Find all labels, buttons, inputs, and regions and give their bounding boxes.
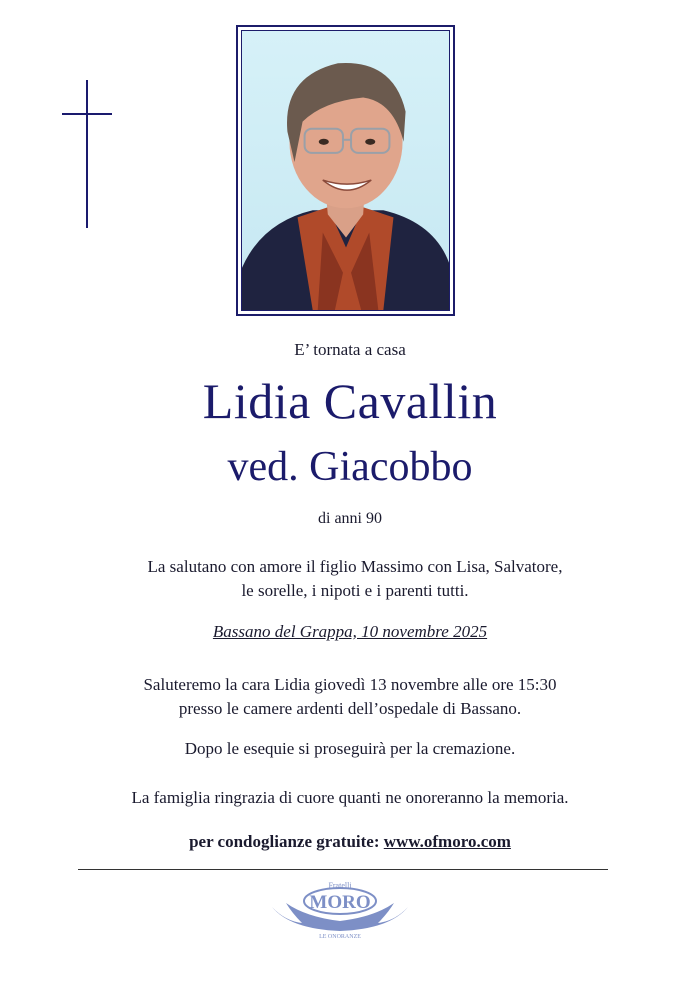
cremation-note: Dopo le esequie si proseguirà per la cremazione. [184,739,516,758]
logo-bottom-text: LE ONORANZE [319,934,361,939]
place-date-text: Bassano del Grappa, 10 novembre 2025 [212,622,488,641]
moro-logo [270,877,410,939]
condolence-label: per condoglianze gratuite: [189,832,380,851]
portrait-photo [241,30,450,311]
age: di anni 90 [318,510,382,527]
logo-top-text: Fratelli [328,881,352,890]
family-line-2: le sorelle, i nipoti e i parenti tutti. [241,581,469,600]
family-message [0,555,700,603]
thanks-note: La famiglia ringrazia di cuore quanti ne onoreranno la memoria. [131,788,569,807]
deceased-name: Lidia Cavallin [202,373,498,429]
condolence-link[interactable]: www.ofmoro.com [383,832,511,851]
divider [78,869,608,870]
portrait-photo-frame [236,25,455,316]
portrait-illustration [242,31,449,310]
place-date [0,622,700,642]
funeral-line-1: Saluteremo la cara Lidia giovedì 13 novembre alle ore 15:30 [143,675,557,694]
intro-phrase: E’ tornata a casa [294,340,406,359]
funeral-info [0,673,700,721]
married-name: ved. Giacobbo [227,444,473,490]
condolence-line [0,832,700,852]
logo-main-text: MORO [309,892,371,913]
funeral-line-2: presso le camere ardenti dell’ospedale di Bassano. [178,699,522,718]
cross-icon [62,80,112,228]
family-line-1: La salutano con amore il figlio Massimo con Lisa, Salvatore, [147,557,563,576]
